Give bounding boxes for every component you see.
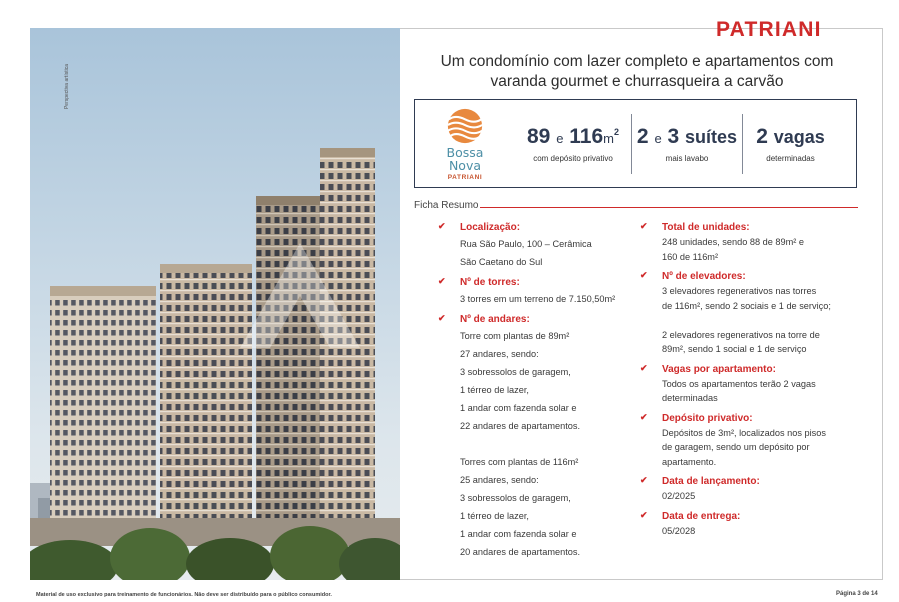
divider [631, 114, 632, 174]
ficha-title: Ficha Resumo [414, 200, 479, 211]
check-icon: ✔ [640, 475, 648, 485]
divider [742, 114, 743, 174]
bossa-nova-logo [415, 100, 515, 187]
ficha-right-column [640, 220, 858, 538]
check-icon: ✔ [438, 221, 446, 231]
ficha-item-andares: ✔ Nº de andares: Torre com plantas de 89m² 27 andares, sendo: 3 sobressolos de garagem, 1 térreo de lazer, 1 andar com fazenda solar e 22 andares de apartamentos. Torres com plantas de 116m² 25 andares, sendo: 3 sobressolos de garagem, 1 térreo de lazer, 1 andar com fazenda solar e 20 andares de apartamentos. [438, 313, 581, 557]
ficha-item-torres: ✔ Nº de torres: 3 torres em um terreno de 7.150,50m² [438, 276, 616, 304]
spec-suites-caption: mais lavabo [665, 153, 709, 163]
check-icon: ✔ [640, 221, 648, 231]
building-rendering [30, 28, 400, 580]
ficha-item-deposito: ✔ Depósito privativo: Depósitos de 3m², localizados nos pisos de garagem, sendo um depósito por apartamento. [640, 411, 826, 467]
spec-sizes: 89 e $116m^2$ com depósito privativo [526, 124, 620, 163]
footer-disclaimer: Material de uso exclusivo para treinamento de funcionários. Não deve ser distribuído para o público consumidor. [36, 592, 332, 598]
ficha-item-localizacao: ✔ Localização: Rua São Paulo, 100 – Cerâmica São Caetano do Sul [438, 221, 592, 267]
bossa-nova-name: Bossa Nova [446, 144, 484, 173]
check-icon: ✔ [640, 362, 648, 373]
ficha-left-column [438, 220, 638, 561]
spec-vagas: 2 vagas determinadas [756, 124, 825, 163]
spec-sizes-caption: com depósito privativo [533, 153, 613, 163]
spec-suites: 2 e 3 suítes mais lavabo [636, 124, 738, 163]
ficha-item-entrega: ✔ Data de entrega: 05/2028 [640, 509, 741, 536]
check-icon: ✔ [438, 276, 446, 286]
spec-box [414, 99, 857, 188]
patriani-logo: PATRIANI [716, 18, 822, 41]
ficha-item-lancamento: ✔ Data de lançamento: 02/2025 [640, 475, 760, 501]
render-caption: Perspectiva artística [64, 64, 70, 110]
ficha-item-elevadores: ✔ Nº de elevadores: 3 elevadores regenerativos nas torres de 116m², sendo 2 sociais e 1 de serviço; 2 elevadores regenerativos na torre de 89m², sendo 1 social e 1 de serviço [640, 270, 831, 354]
bossa-nova-developer: PATRIANI [447, 173, 483, 181]
check-icon: ✔ [640, 270, 648, 280]
ficha-item-vagas: ✔ Vagas por apartamento: Todos os apartamentos terão 2 vagas determinadas [640, 362, 816, 403]
page-number: Página 3 de 14 [836, 591, 878, 597]
check-icon: ✔ [640, 411, 648, 422]
check-icon: ✔ [438, 313, 446, 323]
headline: Um condomínio com lazer completo e apartamentos com varanda gourmet e churrasqueira a carvão [440, 53, 834, 90]
spec-vagas-caption: determinadas [766, 153, 815, 163]
towers-illustration [30, 28, 400, 580]
ficha-divider [480, 207, 858, 208]
bossa-nova-wave-icon [446, 107, 484, 145]
check-icon: ✔ [640, 509, 648, 520]
ficha-item-unidades: ✔ Total de unidades: 248 unidades, sendo 88 de 89m² e 160 de 116m² [640, 221, 805, 262]
